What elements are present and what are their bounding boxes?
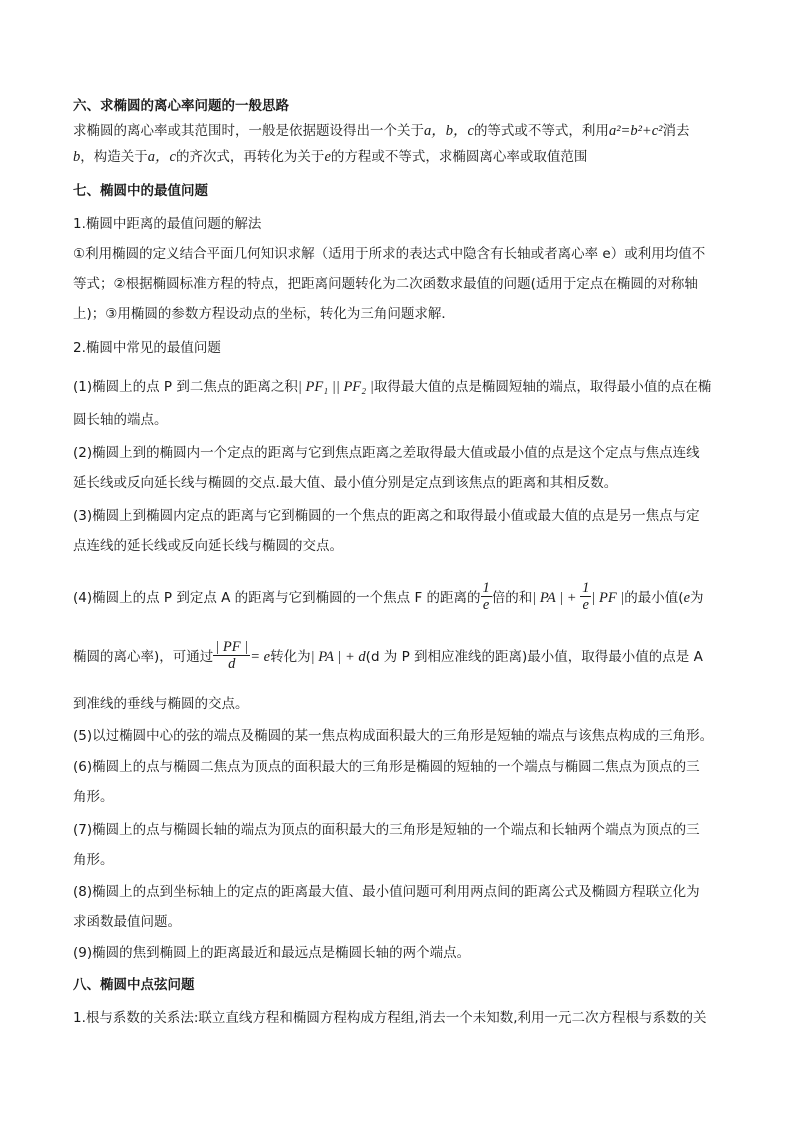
section-6-heading: 六、求椭圆的离心率问题的一般思路 (73, 98, 289, 114)
item-7-line-1: (7)椭圆上的点与椭圆长轴的端点为顶点的面积最大的三角形是短轴的一个端点和长轴两个端点为顶点的三 (73, 822, 700, 838)
fraction-one-over-e: $\frac{1}{e}$ (482, 579, 490, 613)
section-8-line-1: 1.根与系数的关系法:联立直线方程和椭圆方程构成方程组,消去一个未知数,利用一元二次方程根与系数的关 (73, 1010, 707, 1026)
item-4-line-2: 椭圆的离心率)，可通过 $\frac{| PF |}{d}$ = e转化为| PA | + d(d 为 P 到相应准线的距离)最小值，取得最小值的点是 A (73, 638, 703, 672)
item-6-line-2: 角形。 (73, 789, 114, 805)
item-6-line-1: (6)椭圆上的点与椭圆二焦点为顶点的面积最大的三角形是椭圆的短轴的一个端点与椭圆二焦点为顶点的三 (73, 759, 700, 775)
item-4-line-1: (4)椭圆上的点 P 到定点 A 的距离与它到椭圆的一个焦点 F 的距离的 $\frac{1}{e}$ 倍的和| PA | + $\frac{1}{e}$ | PF |的最小值(e为 (73, 579, 704, 613)
method-line-2: 等式；②根据椭圆标准方程的特点，把距离问题转化为二次函数求最值的问题(适用于定点在椭圆的对称轴 (73, 276, 698, 292)
subheading-1: 1.椭圆中距离的最值问题的解法 (73, 216, 262, 232)
section-7-heading: 七、椭圆中的最值问题 (73, 183, 208, 199)
item-3-line-1: (3)椭圆上到椭圆内定点的距离与它到椭圆的一个焦点的距离之和取得最小值或最大值的点是另一焦点与定 (73, 508, 700, 524)
item-8-line-2: 求函数最值问题。 (73, 914, 181, 930)
item-7-line-2: 角形。 (73, 852, 114, 868)
section-6-line-2: b，构造关于a，c的齐次式，再转化为关于e的方程或不等式，求椭圆离心率或取值范围 (73, 149, 588, 165)
method-line-1: ①利用椭圆的定义结合平面几何知识求解（适用于所求的表达式中隐含有长轴或者离心率 e）或利用均值不 (73, 246, 706, 262)
item-3-line-2: 点连线的延长线或反向延长线与椭圆的交点。 (73, 538, 343, 554)
method-line-3: 上)；③用椭圆的参数方程设动点的坐标，转化为三角问题求解． (73, 306, 455, 322)
item-4-line-3: 到准线的垂线与椭圆的交点。 (73, 696, 249, 712)
fraction-one-over-e-2: $\frac{1}{e}$ (582, 579, 590, 613)
item-1-line-2: 圆长轴的端点。 (73, 412, 168, 428)
item-2-line-2: 延长线或反向延长线与椭圆的交点.最大值、最小值分别是定点到该焦点的距离和其相反数。 (73, 475, 618, 491)
item-1-line-1: (1)椭圆上的点 P 到二焦点的距离之积| PF₁ || PF₂ |取得最大值的点是椭圆短轴的端点，取得最小值的点在椭 (73, 379, 712, 395)
item-8-line-1: (8)椭圆上的点到坐标轴上的定点的距离最大值、最小值问题可利用两点间的距离公式及椭圆方程联立化为 (73, 884, 700, 900)
section-8-heading: 八、椭圆中点弦问题 (73, 977, 195, 993)
item-2-line-1: (2)椭圆上到的椭圆内一个定点的距离与它到焦点距离之差取得最大值或最小值的点是这个定点与焦点连线 (73, 445, 700, 461)
item-5: (5)以过椭圆中心的弦的端点及椭圆的某一焦点构成面积最大的三角形是短轴的端点与该焦点构成的三角形。 (73, 728, 714, 744)
subheading-2: 2.椭圆中常见的最值问题 (73, 340, 221, 356)
section-6-line-1: 求椭圆的离心率或其范围时，一般是依据题设得出一个关于a，b，c的等式或不等式，利用a²=b²+c²消去 (73, 123, 690, 139)
fraction-pf-over-d: $\frac{| PF |}{d}$ (215, 638, 249, 672)
item-9: (9)椭圆的焦到椭圆上的距离最近和最远点是椭圆长轴的两个端点。 (73, 945, 471, 961)
